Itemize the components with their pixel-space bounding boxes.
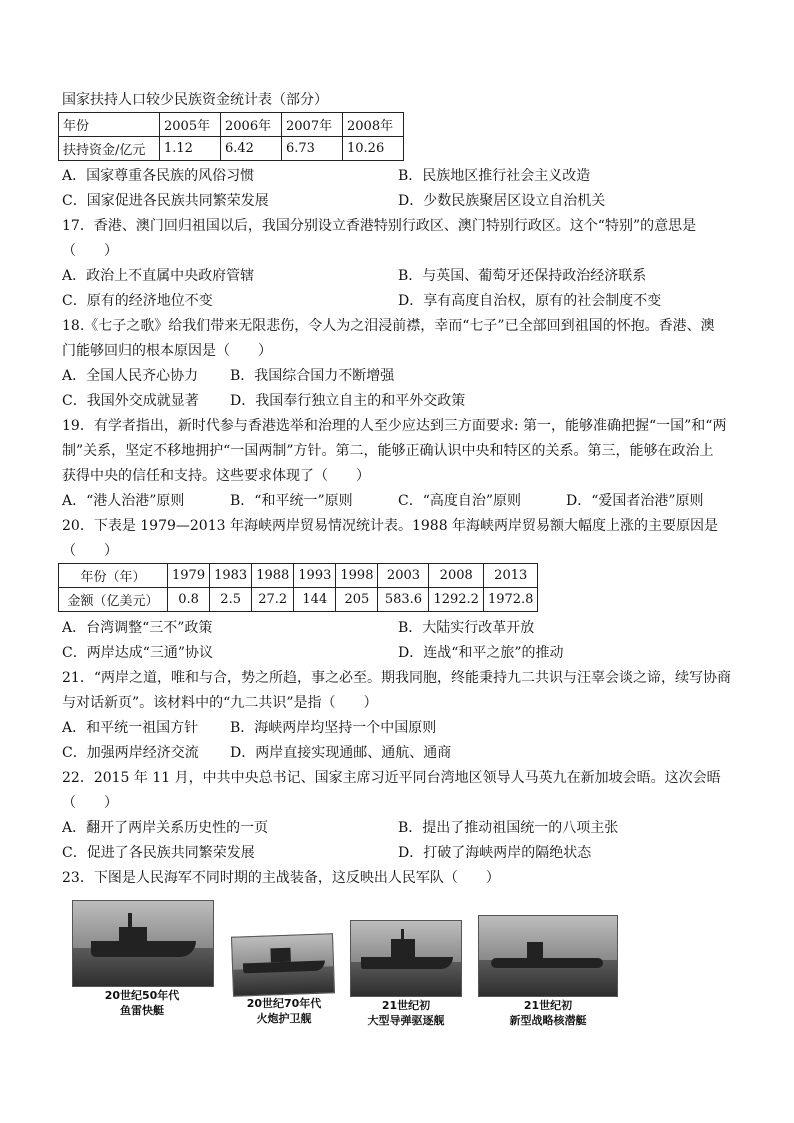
table-cell: 1998 bbox=[336, 564, 378, 588]
destroyer-photo bbox=[350, 920, 462, 997]
answer-blank: （ ） bbox=[62, 795, 118, 811]
photo-era: 20世纪70年代 bbox=[246, 997, 322, 1010]
answer-blank: （ ） bbox=[62, 243, 118, 259]
question-stem: 22．2015 年 11 月，中共中央总书记、国家主席习近平同台湾地区领导人马英九在新加坡会晤。这次会晤 bbox=[62, 770, 721, 786]
submarine-photo bbox=[478, 915, 618, 997]
question-stem: 19．有学者指出，新时代参与香港选举和治理的人至少应达到三方面要求: 第一，能够准确把握“一国”和“两 bbox=[62, 418, 727, 434]
option-a[interactable]: A．政治上不直属中央政府管辖 bbox=[62, 268, 255, 284]
table-row bbox=[59, 137, 404, 161]
question-stem: 20．下表是 1979—2013 年海峡两岸贸易情况统计表。1988 年海峡两岸贸易额大幅度上涨的主要原因是 bbox=[62, 518, 719, 534]
table-cell: 1.12 bbox=[160, 137, 221, 161]
table-cell: 2.5 bbox=[210, 588, 252, 612]
option-c[interactable]: C．国家促进各民族共同繁荣发展 bbox=[62, 193, 269, 209]
table-cell: 1292.2 bbox=[429, 588, 484, 612]
table-cell: 2013 bbox=[483, 564, 538, 588]
table-row bbox=[59, 564, 538, 588]
trade-table bbox=[58, 563, 538, 612]
table-cell: 1983 bbox=[210, 564, 252, 588]
option-d[interactable]: D．少数民族聚居区设立自治机关 bbox=[398, 193, 606, 209]
table-cell: 扶持资金/亿元 bbox=[59, 137, 160, 161]
photo-name: 新型战略核潜艇 bbox=[509, 1014, 587, 1027]
table-cell: 27.2 bbox=[252, 588, 294, 612]
table1-title: 国家扶持人口较少民族资金统计表（部分） bbox=[62, 92, 328, 108]
funding-table bbox=[58, 112, 404, 161]
option-c[interactable]: C．我国外交成就显著 bbox=[62, 393, 199, 409]
option-c[interactable]: C．“高度自治”原则 bbox=[398, 493, 522, 509]
table-cell: 1979 bbox=[168, 564, 210, 588]
option-d[interactable]: D．连战“和平之旅”的推动 bbox=[398, 645, 564, 661]
option-a[interactable]: A．台湾调整“三不”政策 bbox=[62, 620, 213, 636]
table-cell: 1972.8 bbox=[483, 588, 538, 612]
photo-name: 鱼雷快艇 bbox=[120, 1004, 164, 1017]
option-a[interactable]: A．翻开了两岸关系历史性的一页 bbox=[62, 820, 269, 836]
option-b[interactable]: B．提出了推动祖国统一的八项主张 bbox=[398, 820, 619, 836]
option-c[interactable]: C．加强两岸经济交流 bbox=[62, 745, 199, 761]
photo-name: 大型导弹驱逐舰 bbox=[367, 1014, 445, 1027]
photo-era: 21世纪初 bbox=[523, 999, 573, 1012]
option-d[interactable]: D．享有高度自治权，原有的社会制度不变 bbox=[398, 293, 662, 309]
option-b[interactable]: B．海峡两岸均坚持一个中国原则 bbox=[230, 720, 437, 736]
option-b[interactable]: B．我国综合国力不断增强 bbox=[230, 368, 395, 384]
table-cell: 年份 bbox=[59, 113, 160, 137]
torpedo-boat-photo bbox=[72, 900, 214, 987]
table-cell: 2008 bbox=[429, 564, 484, 588]
question-stem: 23．下图是人民海军不同时期的主战装备，这反映出人民军队（ ） bbox=[62, 870, 500, 886]
table-cell: 2006年 bbox=[221, 113, 282, 137]
option-a[interactable]: A．和平统一祖国方针 bbox=[62, 720, 199, 736]
table-cell: 2005年 bbox=[160, 113, 221, 137]
option-d[interactable]: D．“爱国者治港”原则 bbox=[566, 493, 704, 509]
photo-era: 21世纪初 bbox=[381, 999, 431, 1012]
option-a[interactable]: A．国家尊重各民族的风俗习惯 bbox=[62, 168, 255, 184]
question-stem: 21．“两岸之道，唯和与合，势之所趋，事之必至。期我同胞，终能秉持九二共识与汪辜会谈之谛，续写协商 bbox=[62, 670, 731, 686]
photo-caption bbox=[238, 996, 330, 1026]
table-cell: 10.26 bbox=[343, 137, 404, 161]
table-row bbox=[59, 113, 404, 137]
answer-blank: （ ） bbox=[62, 543, 118, 559]
table-cell: 2003 bbox=[378, 564, 429, 588]
option-a[interactable]: A．全国人民齐心协力 bbox=[62, 368, 199, 384]
table-cell: 0.8 bbox=[168, 588, 210, 612]
question-stem: 与对话新页”。该材料中的“九二共识”是指（ ） bbox=[62, 695, 378, 711]
table-cell: 6.73 bbox=[282, 137, 343, 161]
option-d[interactable]: D．我国奉行独立自主的和平外交政策 bbox=[230, 393, 466, 409]
photo-caption bbox=[84, 988, 200, 1018]
table-cell: 年份（年） bbox=[59, 564, 168, 588]
photo-name: 火炮护卫舰 bbox=[256, 1012, 312, 1025]
table-cell: 1993 bbox=[294, 564, 336, 588]
photo-caption bbox=[350, 998, 462, 1028]
question-stem: 17．香港、澳门回归祖国以后，我国分别设立香港特别行政区、澳门特别行政区。这个“特别”的意思是 bbox=[62, 218, 697, 234]
option-c[interactable]: C．促进了各民族共同繁荣发展 bbox=[62, 845, 255, 861]
option-b[interactable]: B．“和平统一”原则 bbox=[230, 493, 353, 509]
frigate-photo bbox=[231, 933, 335, 997]
question-stem: 获得中央的信任和支持。这些要求体现了（ ） bbox=[62, 468, 370, 484]
option-c[interactable]: C．两岸达成“三通”协议 bbox=[62, 645, 214, 661]
question-stem: 门能够回归的根本原因是（ ） bbox=[62, 343, 272, 359]
option-d[interactable]: D．打破了海峡两岸的隔绝状态 bbox=[398, 845, 592, 861]
question-stem: 18.《七子之歌》给我们带来无限悲伤，令人为之泪浸前襟，幸而“七子”已全部回到祖国的怀抱。香港、澳 bbox=[62, 318, 715, 334]
table-cell: 205 bbox=[336, 588, 378, 612]
table-cell: 6.42 bbox=[221, 137, 282, 161]
photo-caption bbox=[490, 998, 606, 1028]
table-cell: 2008年 bbox=[343, 113, 404, 137]
table-cell: 1988 bbox=[252, 564, 294, 588]
table-cell: 2007年 bbox=[282, 113, 343, 137]
question-stem: 制”关系，坚定不移地拥护“一国两制”方针。第二，能够正确认识中央和特区的关系。第三，能够在政治上 bbox=[62, 443, 714, 459]
option-b[interactable]: B．民族地区推行社会主义改造 bbox=[398, 168, 591, 184]
table-cell: 144 bbox=[294, 588, 336, 612]
table-cell: 583.6 bbox=[378, 588, 429, 612]
table-cell: 金额（亿美元） bbox=[59, 588, 168, 612]
photo-era: 20世纪50年代 bbox=[104, 989, 180, 1002]
option-c[interactable]: C．原有的经济地位不变 bbox=[62, 293, 213, 309]
option-a[interactable]: A．“港人治港”原则 bbox=[62, 493, 185, 509]
option-d[interactable]: D．两岸直接实现通邮、通航、通商 bbox=[230, 745, 452, 761]
option-b[interactable]: B．与英国、葡萄牙还保持政治经济联系 bbox=[398, 268, 647, 284]
option-b[interactable]: B．大陆实行改革开放 bbox=[398, 620, 535, 636]
table-row bbox=[59, 588, 538, 612]
